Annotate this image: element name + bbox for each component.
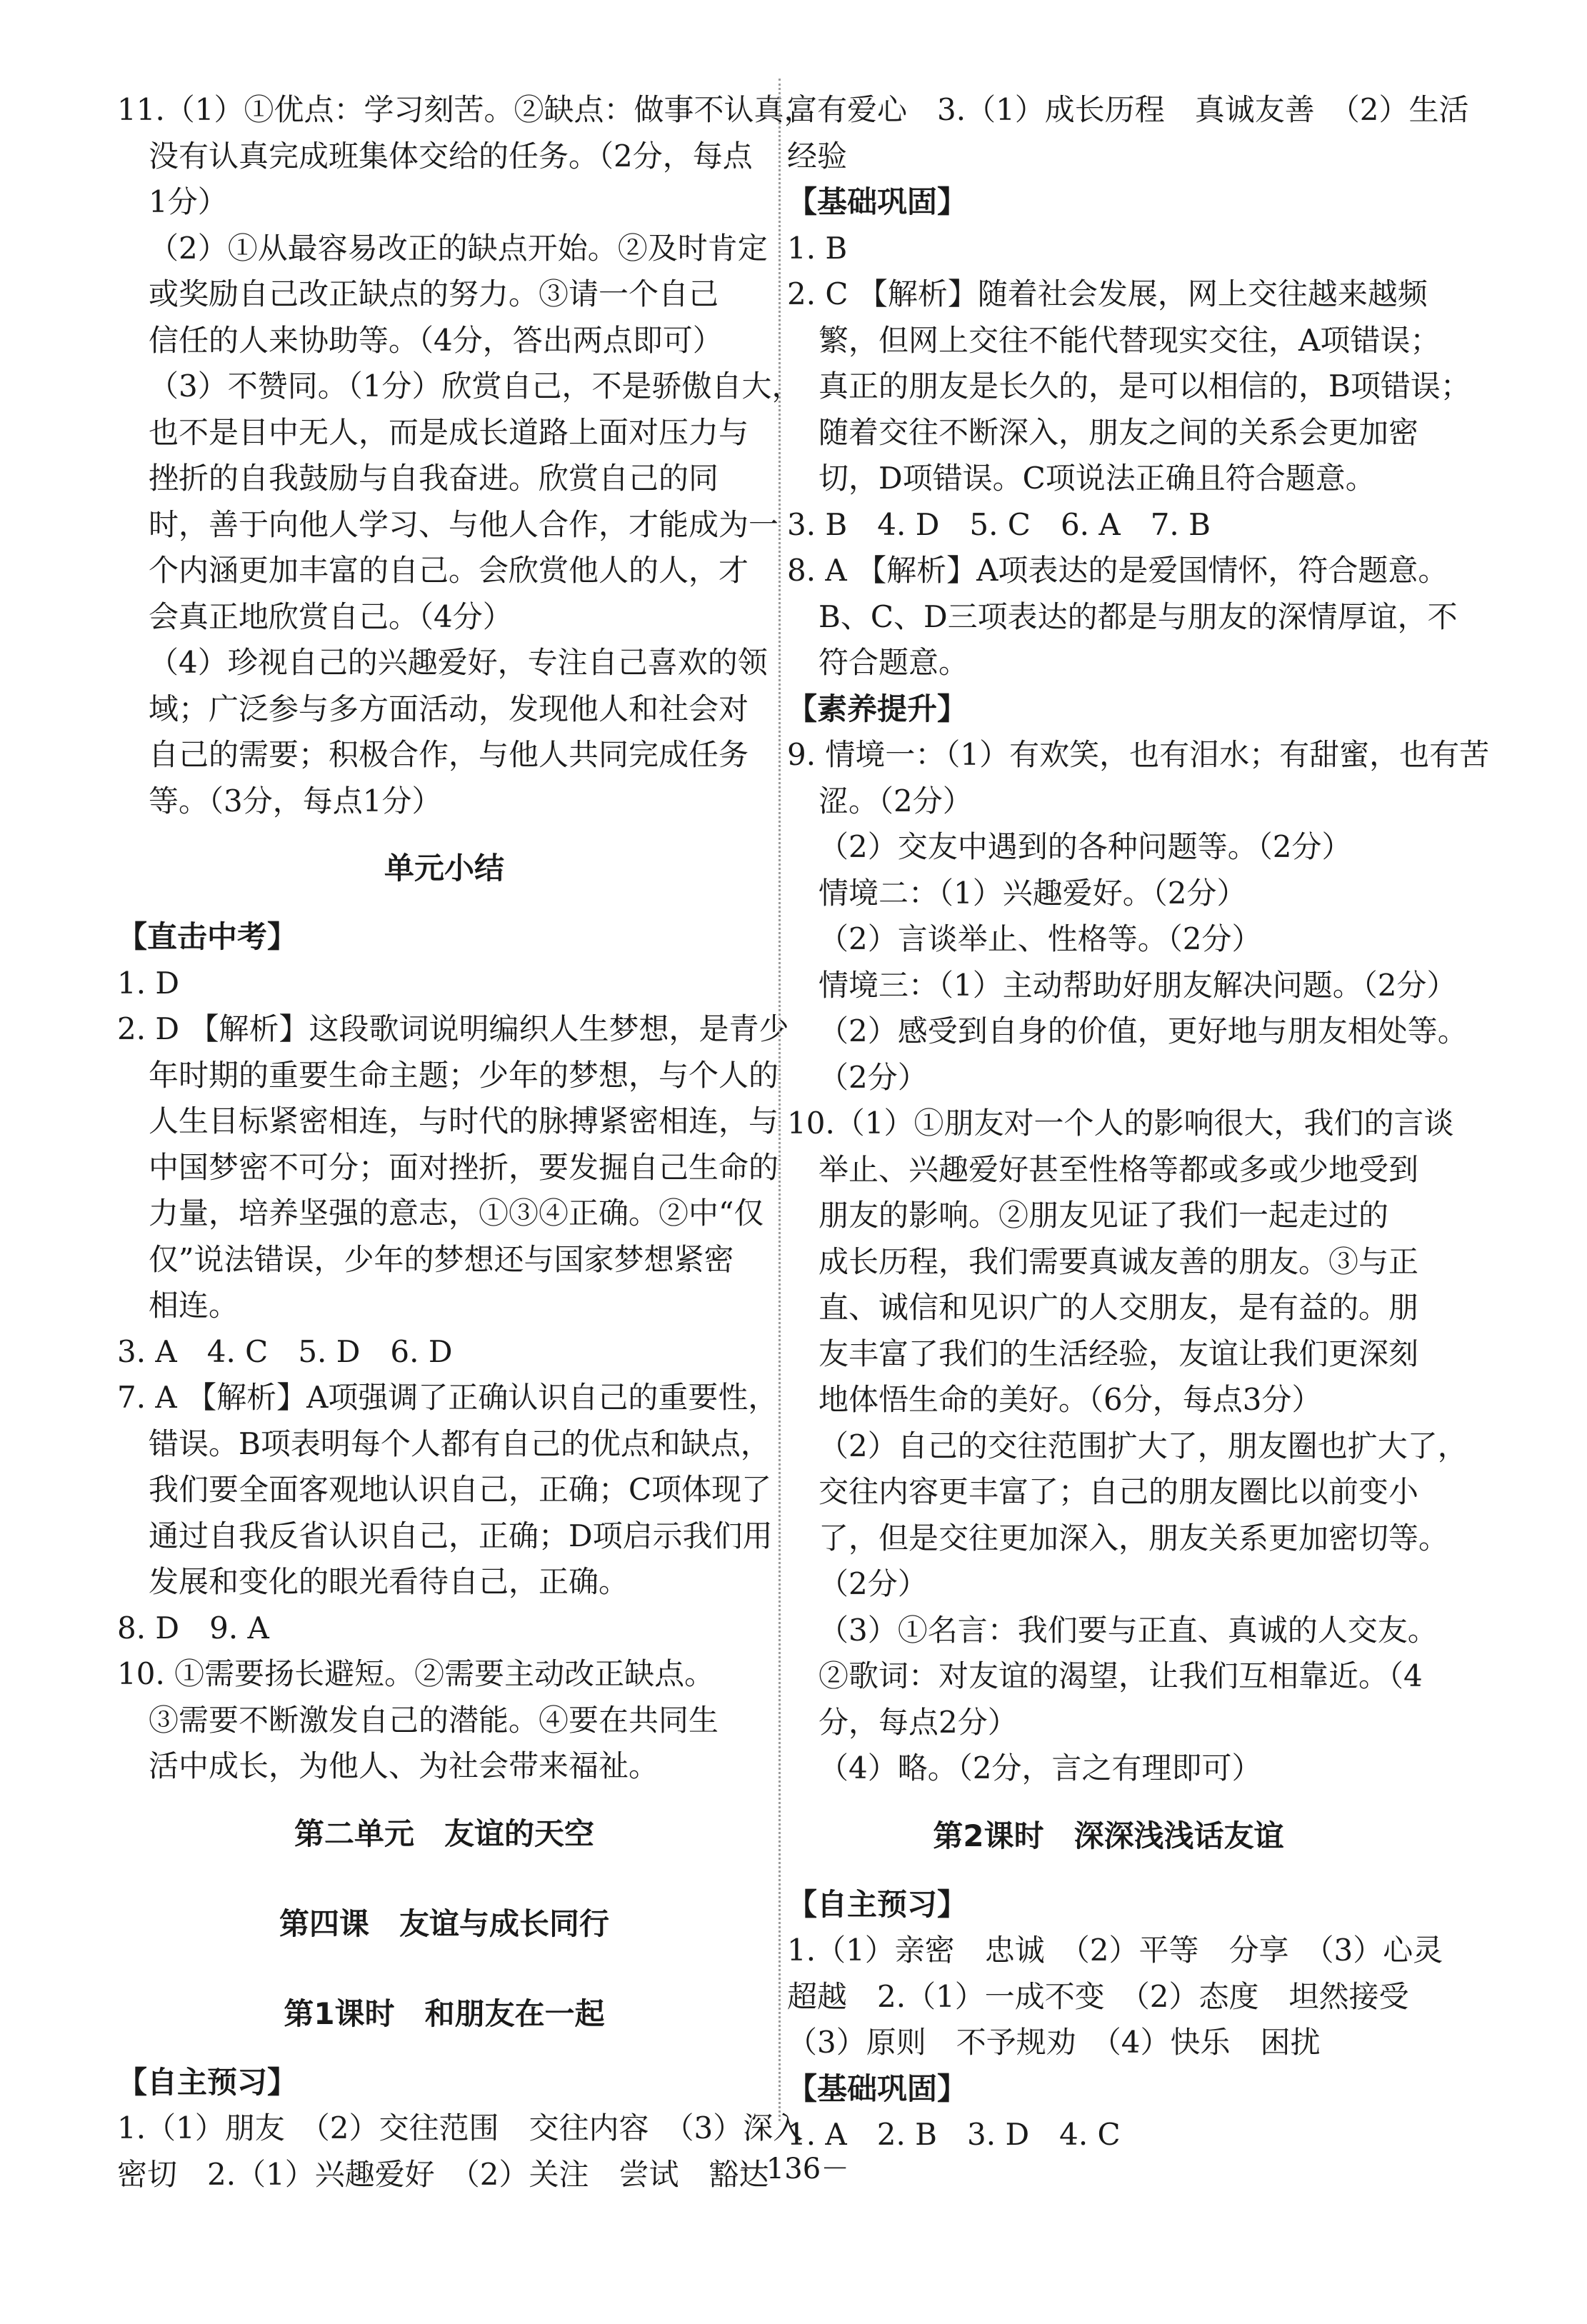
text-line: 2. D 【解析】这段歌词说明编织人生梦想，是青少 <box>117 1011 789 1046</box>
text-line: 通过自我反省认识自己，正确；D项启示我们用 <box>149 1518 773 1553</box>
text-line: （2分） <box>818 1566 928 1601</box>
text-line: （4）珍视自己的兴趣爱好，专注自己喜欢的领 <box>149 645 768 680</box>
text-line: （2）感受到自身的价值，更好地与朋友相处等。 <box>818 1013 1468 1048</box>
text-line: ③需要不断激发自己的潜能。④要在共同生 <box>149 1702 719 1738</box>
text-line: 没有认真完成班集体交给的任务。（2分，每点 <box>149 138 753 174</box>
text-line: 自己的需要；积极合作，与他人共同完成任务 <box>149 737 749 772</box>
text-line: 成长历程，我们需要真诚友善的朋友。③与正 <box>818 1243 1419 1279</box>
chapter-title: 单元小结 <box>384 851 504 886</box>
text-line: 经验 <box>787 138 848 174</box>
chapter-title: 第2课时 深深浅浅话友谊 <box>933 1818 1284 1853</box>
section-heading: 【直击中考】 <box>117 919 298 954</box>
text-line: 人生目标紧密相连，与时代的脉搏紧密相连，与 <box>149 1103 779 1138</box>
text-line: 1分） <box>149 184 228 219</box>
text-line: 1. A 2. B 3. D 4. C <box>787 2117 1121 2152</box>
text-line: 符合题意。 <box>818 645 969 680</box>
chapter-title: 第四课 友谊与成长同行 <box>279 1905 609 1941</box>
text-line: 情境二：（1）兴趣爱好。（2分） <box>818 875 1247 911</box>
text-line: 10.（1）①朋友对一个人的影响很大，我们的言谈 <box>787 1106 1454 1141</box>
text-line: 或奖励自己改正缺点的努力。③请一个自己 <box>149 276 719 311</box>
text-line: 举止、兴趣爱好甚至性格等都或多或少地受到 <box>818 1151 1419 1187</box>
text-line: 富有爱心 3.（1）成长历程 真诚友善 （2）生活 <box>787 92 1469 127</box>
text-line: 等。（3分，每点1分） <box>149 783 442 818</box>
text-line: 1. B <box>787 230 848 266</box>
text-line: 会真正地欣赏自己。（4分） <box>149 598 513 634</box>
text-line: （3）不赞同。（1分）欣赏自己，不是骄傲自大， <box>149 369 802 404</box>
text-line: 直、诚信和见识广的人交朋友，是有益的。朋 <box>818 1290 1419 1325</box>
text-line: 11.（1）①优点：学习刻苦。②缺点：做事不认真， <box>117 92 814 127</box>
text-line: 挫折的自我鼓励与自我奋进。欣赏自己的同 <box>149 461 719 496</box>
text-line: 7. A 【解析】A项强调了正确认识自己的重要性， <box>117 1380 779 1415</box>
text-line: 1. D <box>117 965 180 1001</box>
text-line: 1.（1）亲密 忠诚 （2）平等 分享 （3）心灵 <box>787 1933 1443 1968</box>
text-line: （3）原则 不予规劝 （4）快乐 困扰 <box>787 2025 1321 2060</box>
text-line: （2）自己的交往范围扩大了，朋友圈也扩大了， <box>818 1428 1468 1463</box>
text-line: 个内涵更加丰富的自己。会欣赏他人的人，才 <box>149 553 749 588</box>
text-line: 密切 2.（1）兴趣爱好 （2）关注 尝试 豁达 <box>117 2156 769 2192</box>
text-line: （2）①从最容易改正的缺点开始。②及时肯定 <box>149 230 768 266</box>
text-line: 随着交往不断深入，朋友之间的关系会更加密 <box>818 414 1419 450</box>
chapter-title: 第1课时 和朋友在一起 <box>284 1995 605 2031</box>
text-line: 发展和变化的眼光看待自己，正确。 <box>149 1564 629 1599</box>
text-line: 信任的人来协助等。（4分，答出两点即可） <box>149 322 723 358</box>
text-line: 超越 2.（1）一成不变 （2）态度 坦然接受 <box>787 1978 1409 2014</box>
text-line: （2）交友中遇到的各种问题等。（2分） <box>818 829 1352 864</box>
right-column <box>787 87 1490 2158</box>
text-line: 情境三：（1）主动帮助好朋友解决问题。（2分） <box>818 967 1457 1003</box>
text-line: （2）言谈举止、性格等。（2分） <box>818 921 1262 956</box>
text-line: 真正的朋友是长久的，是可以相信的，B项错误； <box>818 369 1471 404</box>
text-line: 朋友的影响。②朋友见证了我们一起走过的 <box>818 1198 1389 1233</box>
text-line: 力量，培养坚强的意志，①③④正确。②中“仅 <box>149 1196 764 1231</box>
text-line: 我们要全面客观地认识自己，正确；C项体现了 <box>149 1472 772 1507</box>
text-line: 仅”说法错误，少年的梦想还与国家梦想紧密 <box>149 1241 734 1277</box>
text-line: 10. ①需要扬长避短。②需要主动改正缺点。 <box>117 1656 715 1691</box>
text-line: 分，每点2分） <box>818 1704 1018 1740</box>
text-line: 中国梦密不可分；面对挫折，要发掘自己生命的 <box>149 1149 779 1185</box>
text-line: 交往内容更丰富了；自己的朋友圈比以前变小 <box>818 1474 1419 1509</box>
text-line: 也不是目中无人，而是成长道路上面对压力与 <box>149 414 749 450</box>
text-line: 地体悟生命的美好。（6分，每点3分） <box>818 1382 1322 1417</box>
column-divider <box>779 79 781 2121</box>
section-heading: 【素养提升】 <box>787 691 968 726</box>
text-line: （4）略。（2分，言之有理即可） <box>818 1750 1262 1785</box>
text-line: 涩。（2分） <box>818 783 973 818</box>
section-heading: 【基础巩固】 <box>787 184 968 219</box>
text-line: 友丰富了我们的生活经验，友谊让我们更深刻 <box>818 1336 1419 1371</box>
text-line: 8. D 9. A <box>117 1610 269 1646</box>
section-heading: 【基础巩固】 <box>787 2070 968 2106</box>
text-line: 切，D项错误。C项说法正确且符合题意。 <box>818 461 1376 496</box>
section-heading: 【自主预习】 <box>117 2064 298 2100</box>
text-line: 3. A 4. C 5. D 6. D <box>117 1333 453 1369</box>
text-line: 8. A 【解析】A项表达的是爱国情怀，符合题意。 <box>787 553 1448 588</box>
text-line: 时，善于向他人学习、与他人合作，才能成为一 <box>149 506 779 542</box>
page-number: －136－ <box>737 2153 850 2185</box>
text-line: 年时期的重要生命主题；少年的梦想，与个人的 <box>149 1057 779 1093</box>
text-line: （3）①名言：我们要与正直、真诚的人交友。 <box>818 1612 1438 1648</box>
text-line: 活中成长，为他人、为社会带来福祉。 <box>149 1748 659 1783</box>
chapter-title: 第二单元 友谊的天空 <box>294 1815 594 1851</box>
text-line: 错误。B项表明每个人都有自己的优点和缺点， <box>149 1426 771 1461</box>
text-line: 9. 情境一：（1）有欢笑，也有泪水；有甜蜜，也有苦 <box>787 737 1490 772</box>
text-line: 2. C 【解析】随着社会发展，网上交往越来越频 <box>787 276 1428 311</box>
text-line: （2分） <box>818 1059 928 1095</box>
text-line: ②歌词：对友谊的渴望，让我们互相靠近。（4 <box>818 1658 1423 1693</box>
text-line: 相连。 <box>149 1288 239 1323</box>
text-line: 了，但是交往更加深入，朋友关系更加密切等。 <box>818 1520 1449 1556</box>
text-line: 域；广泛参与多方面活动，发现他人和社会对 <box>149 691 749 726</box>
text-line: 1.（1）朋友 （2）交往范围 交往内容 （3）深入 <box>117 2110 803 2145</box>
text-line: 繁，但网上交往不能代替现实交往，A项错误； <box>818 322 1441 358</box>
section-heading: 【自主预习】 <box>787 1886 968 1922</box>
text-line: 3. B 4. D 5. C 6. A 7. B <box>787 506 1211 542</box>
text-line: B、C、D三项表达的都是与朋友的深情厚谊，不 <box>818 598 1458 634</box>
